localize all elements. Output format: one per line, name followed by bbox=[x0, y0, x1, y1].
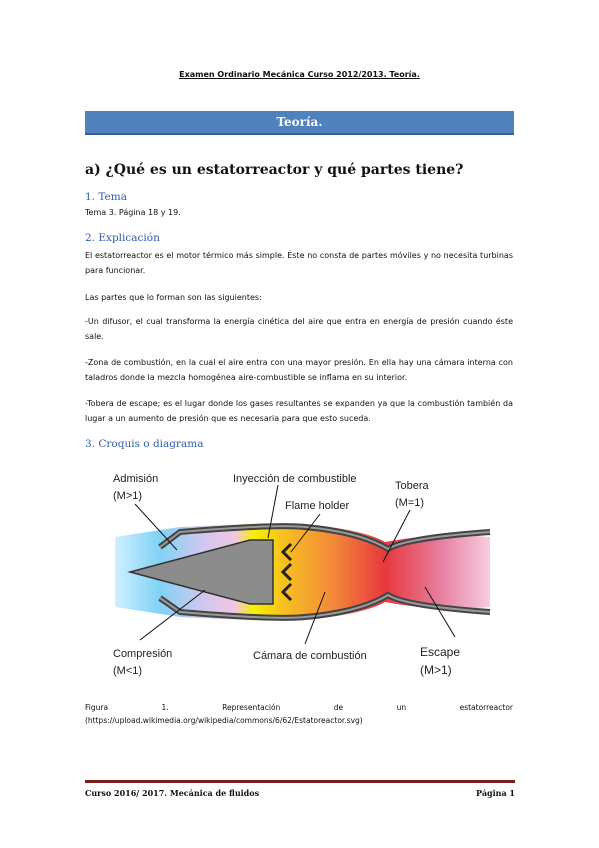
label-tobera-mach: (M=1) bbox=[395, 497, 425, 509]
banner-title: Teoría. bbox=[276, 115, 323, 129]
caption-word: de bbox=[333, 703, 344, 712]
label-flame-holder: Flame holder bbox=[285, 500, 350, 512]
explicacion-paragraph-5: -Tobera de escape; es el lugar donde los gases resultantes se expanden ya que la combustión también da lugar a un aumento de presión que es necesaria para que esto suceda. bbox=[85, 399, 513, 423]
figure-caption bbox=[85, 703, 513, 725]
ramjet-diagram bbox=[105, 462, 500, 687]
caption-line bbox=[85, 703, 513, 712]
question-heading: a) ¿Qué es un estatorreactor y qué partes tiene? bbox=[85, 162, 464, 178]
label-escape-mach: (M>1) bbox=[420, 663, 452, 677]
tema-text: Tema 3. Página 18 y 19. bbox=[85, 208, 181, 217]
caption-word: Figura bbox=[85, 703, 109, 712]
label-admision-mach: (M>1) bbox=[113, 490, 143, 502]
explicacion-paragraph-1: El estatorreactor es el motor térmico más simple. Éste no consta de partes móviles y no necesita turbinas para funcionar. bbox=[85, 251, 513, 275]
caption-word: 1. bbox=[161, 703, 169, 712]
label-compresion: Compresión bbox=[113, 648, 173, 660]
label-escape: Escape bbox=[420, 645, 461, 659]
footer-page-number: Página 1 bbox=[476, 788, 515, 798]
footer-divider bbox=[85, 780, 515, 783]
caption-word: estatorreactor bbox=[459, 703, 513, 712]
diagrama-heading: 3. Croquis o diagrama bbox=[85, 438, 204, 450]
caption-word: Representación bbox=[222, 703, 281, 712]
section-banner bbox=[85, 111, 514, 135]
tema-heading: 1. Tema bbox=[85, 191, 127, 203]
label-tobera: Tobera bbox=[395, 480, 429, 492]
explicacion-paragraph-4: -Zona de combustión, en la cual el aire entra con una mayor presión. En ella hay una cámara interna con taladros donde la mezcla homogénea aire-combustible se inflama en su interior. bbox=[85, 358, 513, 382]
explicacion-heading: 2. Explicación bbox=[85, 232, 160, 244]
footer-course: Curso 2016/ 2017. Mecánica de fluidos bbox=[85, 788, 260, 798]
page-header: Examen Ordinario Mecánica Curso 2012/2013. Teoría. bbox=[179, 70, 420, 79]
explicacion-paragraph-3: -Un difusor, el cual transforma la energía cinética del aire que entra en energía de presión cuando éste sale. bbox=[85, 317, 513, 341]
explicacion-paragraph-2: Las partes que lo forman son las siguientes: bbox=[85, 293, 262, 302]
caption-word: un bbox=[396, 703, 407, 712]
ramjet-svg bbox=[105, 462, 500, 687]
label-inyeccion: Inyección de combustible bbox=[233, 473, 357, 485]
caption-url: (https://upload.wikimedia.org/wikipedia/commons/6/62/Estatoreactor.svg) bbox=[85, 716, 363, 725]
page-footer bbox=[85, 788, 515, 798]
label-camara: Cámara de combustión bbox=[253, 650, 367, 662]
label-compresion-mach: (M<1) bbox=[113, 665, 143, 677]
label-admision: Admisión bbox=[113, 473, 159, 485]
